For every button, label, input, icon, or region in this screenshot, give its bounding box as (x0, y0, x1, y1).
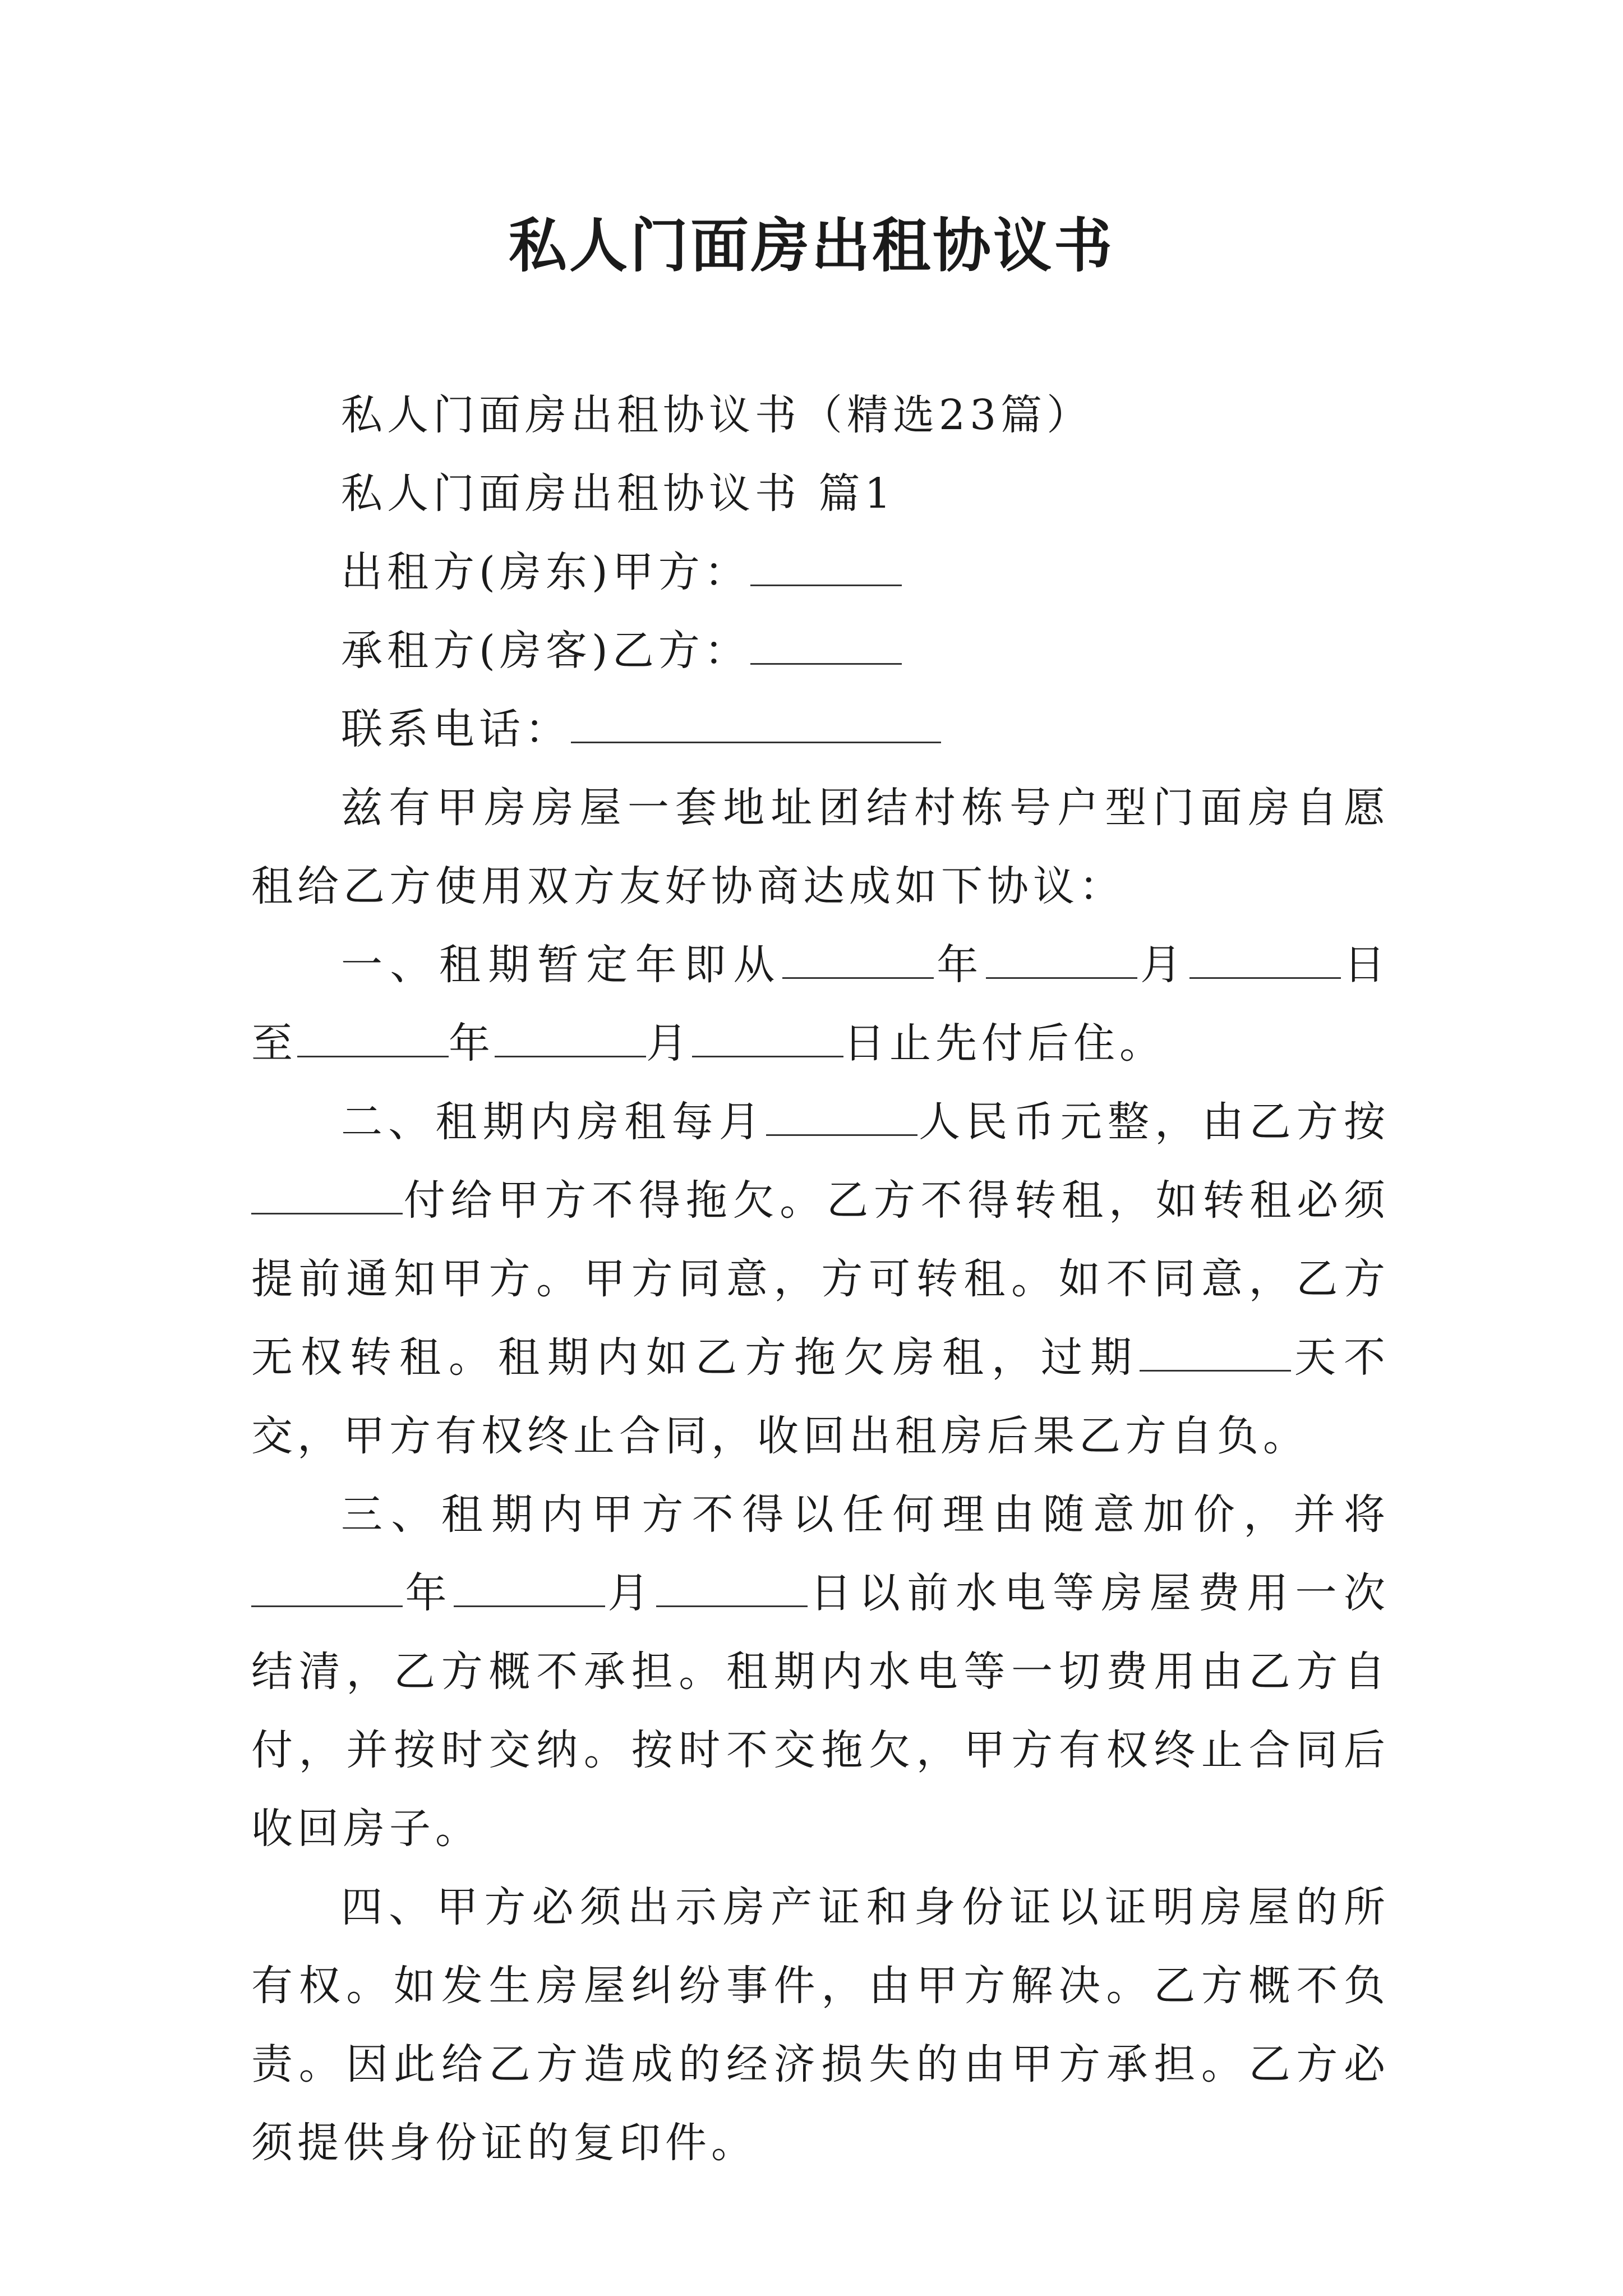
clause-3-year: 年 (403, 1569, 454, 1617)
clause-3-month: 月 (605, 1569, 656, 1617)
clause-3 (251, 1475, 1390, 1868)
blank (782, 944, 934, 979)
lessee-blank (750, 629, 902, 665)
blank (1140, 1336, 1291, 1372)
blank (986, 944, 1137, 979)
clause-1-day-to: 日至 (251, 941, 1390, 1068)
clause-1 (251, 926, 1390, 1083)
blank (454, 1572, 605, 1607)
clause-4: 四、甲方必须出示房产证和身份证以证明房屋的所有权。如发生房屋纠纷事件，由甲方解决。乙方概不负责。因此给乙方造成的经济损失的由甲方承担。乙方必须提供身份证的复印件。 (251, 1883, 1390, 2167)
phone-blank (571, 708, 941, 743)
clause-1-end: 日止先付后住。 (843, 1019, 1165, 1068)
blank (692, 1022, 843, 1057)
clause-1-month: 月 (1137, 941, 1189, 989)
clause-1-year2: 年 (449, 1019, 495, 1068)
clause-2-text-2: 人民币元整，由乙方按 (917, 1098, 1390, 1146)
blank (297, 1022, 449, 1057)
blank (495, 1022, 646, 1057)
blank (251, 1179, 403, 1214)
clause-2-text-4: 天不交，甲方有权终止合同，收回出租房后果乙方自负。 (251, 1333, 1390, 1460)
phone-line (251, 690, 1390, 769)
clause-1-month2: 月 (646, 1019, 692, 1068)
section-heading: 私人门面房出租协议书 篇1 (341, 470, 896, 518)
subtitle: 私人门面房出租协议书（精选23篇） (341, 391, 1093, 439)
blank (766, 1101, 917, 1136)
blank (251, 1572, 403, 1607)
lessor-label: 出租方(房东)甲方： (341, 548, 750, 596)
document-body (251, 376, 1390, 2182)
lessee-line (251, 611, 1390, 690)
blank (1189, 944, 1341, 979)
lessor-blank (750, 551, 902, 586)
clause-1-year: 年 (933, 941, 986, 989)
lessor-line (251, 533, 1390, 611)
clause-2 (251, 1083, 1390, 1475)
intro-paragraph: 兹有甲房房屋一套地址团结村栋号户型门面房自愿租给乙方使用双方友好协商达成如下协议： (251, 784, 1390, 910)
clause-2-text-3: 付给甲方不得拖欠。乙方不得转租，如转租必须提前通知甲方。甲方同意，方可转租。如不同意，乙方无权转租。租期内如乙方拖欠房租，过期 (251, 1176, 1390, 1382)
blank (656, 1572, 808, 1607)
clause-2-text-1: 二、租期内房租每月 (341, 1098, 766, 1146)
phone-label: 联系电话： (341, 705, 571, 753)
clause-3-text-1: 三、租期内甲方不得以任何理由随意加价，并将 (341, 1490, 1390, 1539)
clause-3-text-2: 日以前水电等房屋费用一次结清，乙方概不承担。租期内水电等一切费用由乙方自付，并按时交纳。按时不交拖欠，甲方有权终止合同后收回房子。 (251, 1569, 1390, 1853)
document-title: 私人门面房出租协议书 (508, 211, 1114, 280)
lessee-label: 承租方(房客)乙方： (341, 627, 750, 675)
clause-1-text: 一、租期暂定年即从 (341, 941, 782, 989)
